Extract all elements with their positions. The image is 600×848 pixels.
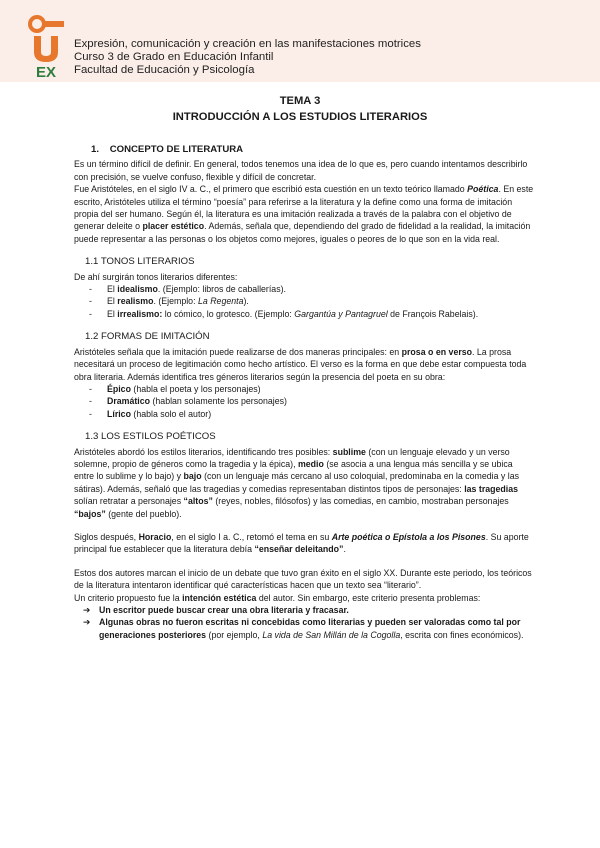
section-1-1-heading: 1.1 TONOS LITERARIOS [85, 256, 195, 268]
list-item: - El idealismo. (Ejemplo: libros de caballerías). [89, 283, 534, 295]
arrow-icon: ➔ [83, 605, 91, 615]
tema-number: TEMA 3 [279, 95, 321, 107]
list-item: - Lírico (habla solo el autor) [89, 408, 534, 420]
course-name: Curso 3 de Grado en Educación Infantil [74, 50, 274, 63]
section-1-1-intro: De ahí surgirán tonos literarios diferentes: [74, 271, 238, 282]
section-1-2-paragraph: Aristóteles señala que la imitación puede realizarse de dos maneras principales: en prosa o en verso. La prosa necesitará un proceso de legitimación como hecho artístico. El verso es la forma en que debe estar compuesta toda obra literaria. Además identifica tres géneros literarios según la presencia del poeta en su obra: [74, 346, 527, 382]
tonos-list [74, 283, 534, 320]
generos-list [74, 383, 534, 420]
page-title: INTRODUCCIÓN A LOS ESTUDIOS LITERARIOS [172, 111, 428, 123]
faculty-name: Facultad de Educación y Psicología [74, 63, 255, 76]
university-logo [26, 14, 66, 78]
subject-name: Expresión, comunicación y creación en las manifestaciones motrices [74, 38, 421, 50]
document-body [74, 144, 534, 641]
section-1-2-heading: 1.2 FORMAS DE IMITACIÓN [85, 331, 210, 343]
section-1-paragraph-1: Es un término difícil de definir. En general, todos tenemos una idea de lo que es, pero cuando intentamos describirlo con precisión, se vuelve confuso, flexible y difícil de concretar. [74, 159, 528, 182]
section-1-3-heading: 1.3 LOS ESTILOS POÉTICOS [85, 431, 216, 443]
list-item: - El irrealismo: lo cómico, lo grotesco. (Ejemplo: Gargantúa y Pantagruel de François Rabelais). [89, 308, 534, 320]
section-1-3-paragraph-debate: Estos dos autores marcan el inicio de un debate que tuvo gran éxito en el siglo XX. Durante este periodo, los teóricos de la literatura intentaron identificar qué características hacen que un texto sea “literario”. [74, 567, 532, 591]
list-item: - Épico (habla el poeta y los personajes) [89, 383, 534, 395]
document-header [0, 0, 600, 82]
list-item: ➔ Algunas obras no fueron escritas ni concebidas como literarias y pueden ser valoradas como tal por generaciones posteriores (por ejemplo, La vida de San Millán de la Cogolla, escrita con fines económicos). [83, 617, 524, 640]
section-1-paragraph-2: Fue Aristóteles, en el siglo IV a. C., el primero que escribió esta cuestión en un texto teórico llamado Poética. En este escrito, Aristóteles utiliza el término “poesía” para referirse a la literatura y la define como una forma de imitación propia del ser humano. Según él, la literatura es una imitación realizada a través de la palabra con el objetivo de generar deleite o placer estético. Además, señala que, dependiendo del grado de fidelidad a la realidad, la imitación puede representar a las personas o los objetos como mejores, iguales o peores de lo que son en la vida real. [74, 184, 534, 244]
section-1-3-paragraph-horacio: Siglos después, Horacio, en el siglo I a. C., retomó el tema en su Arte poética o Epístola a los Pisones. Su aporte principal fue establecer que la literatura debía “enseñar deleitando”. [74, 531, 529, 555]
list-item: - El realismo. (Ejemplo: La Regenta). [89, 295, 534, 307]
arrow-icon: ➔ [83, 617, 91, 628]
section-1-3-paragraph-1: Aristóteles abordó los estilos literarios, identificando tres posibles: sublime (con un lenguaje elevado y un verso solemne, propio de géneros como la tragedia y la épica), medio (se asocia a una lengua más sencilla y se ubica entre lo sublime y lo bajo) y bajo (con un lenguaje más cercano al uso coloquial, predominaba en la comedia y las sátiras). Además, señaló que las tragedias y comedias representaban distintos tipos de personajes: las tragedias solían retratar a personajes “altos” (reyes, nobles, filósofos) y las comedias, en cambio, mostraban personajes “bajos” (gente del pueblo). [74, 446, 519, 519]
section-1-heading: 1. CONCEPTO DE LITERATURA [91, 144, 244, 155]
list-item: ➔ Un escritor puede buscar crear una obra literaria y fracasar. [83, 605, 349, 615]
problemas-list [74, 604, 534, 641]
course-info [74, 38, 421, 76]
list-item: - Dramático (hablan solamente los personajes) [89, 395, 534, 407]
logo-lettering: EX [35, 64, 57, 78]
section-1-3-paragraph-criterio: Un criterio propuesto fue la intención estética del autor. Sin embargo, este criterio presenta problemas: [74, 592, 481, 603]
